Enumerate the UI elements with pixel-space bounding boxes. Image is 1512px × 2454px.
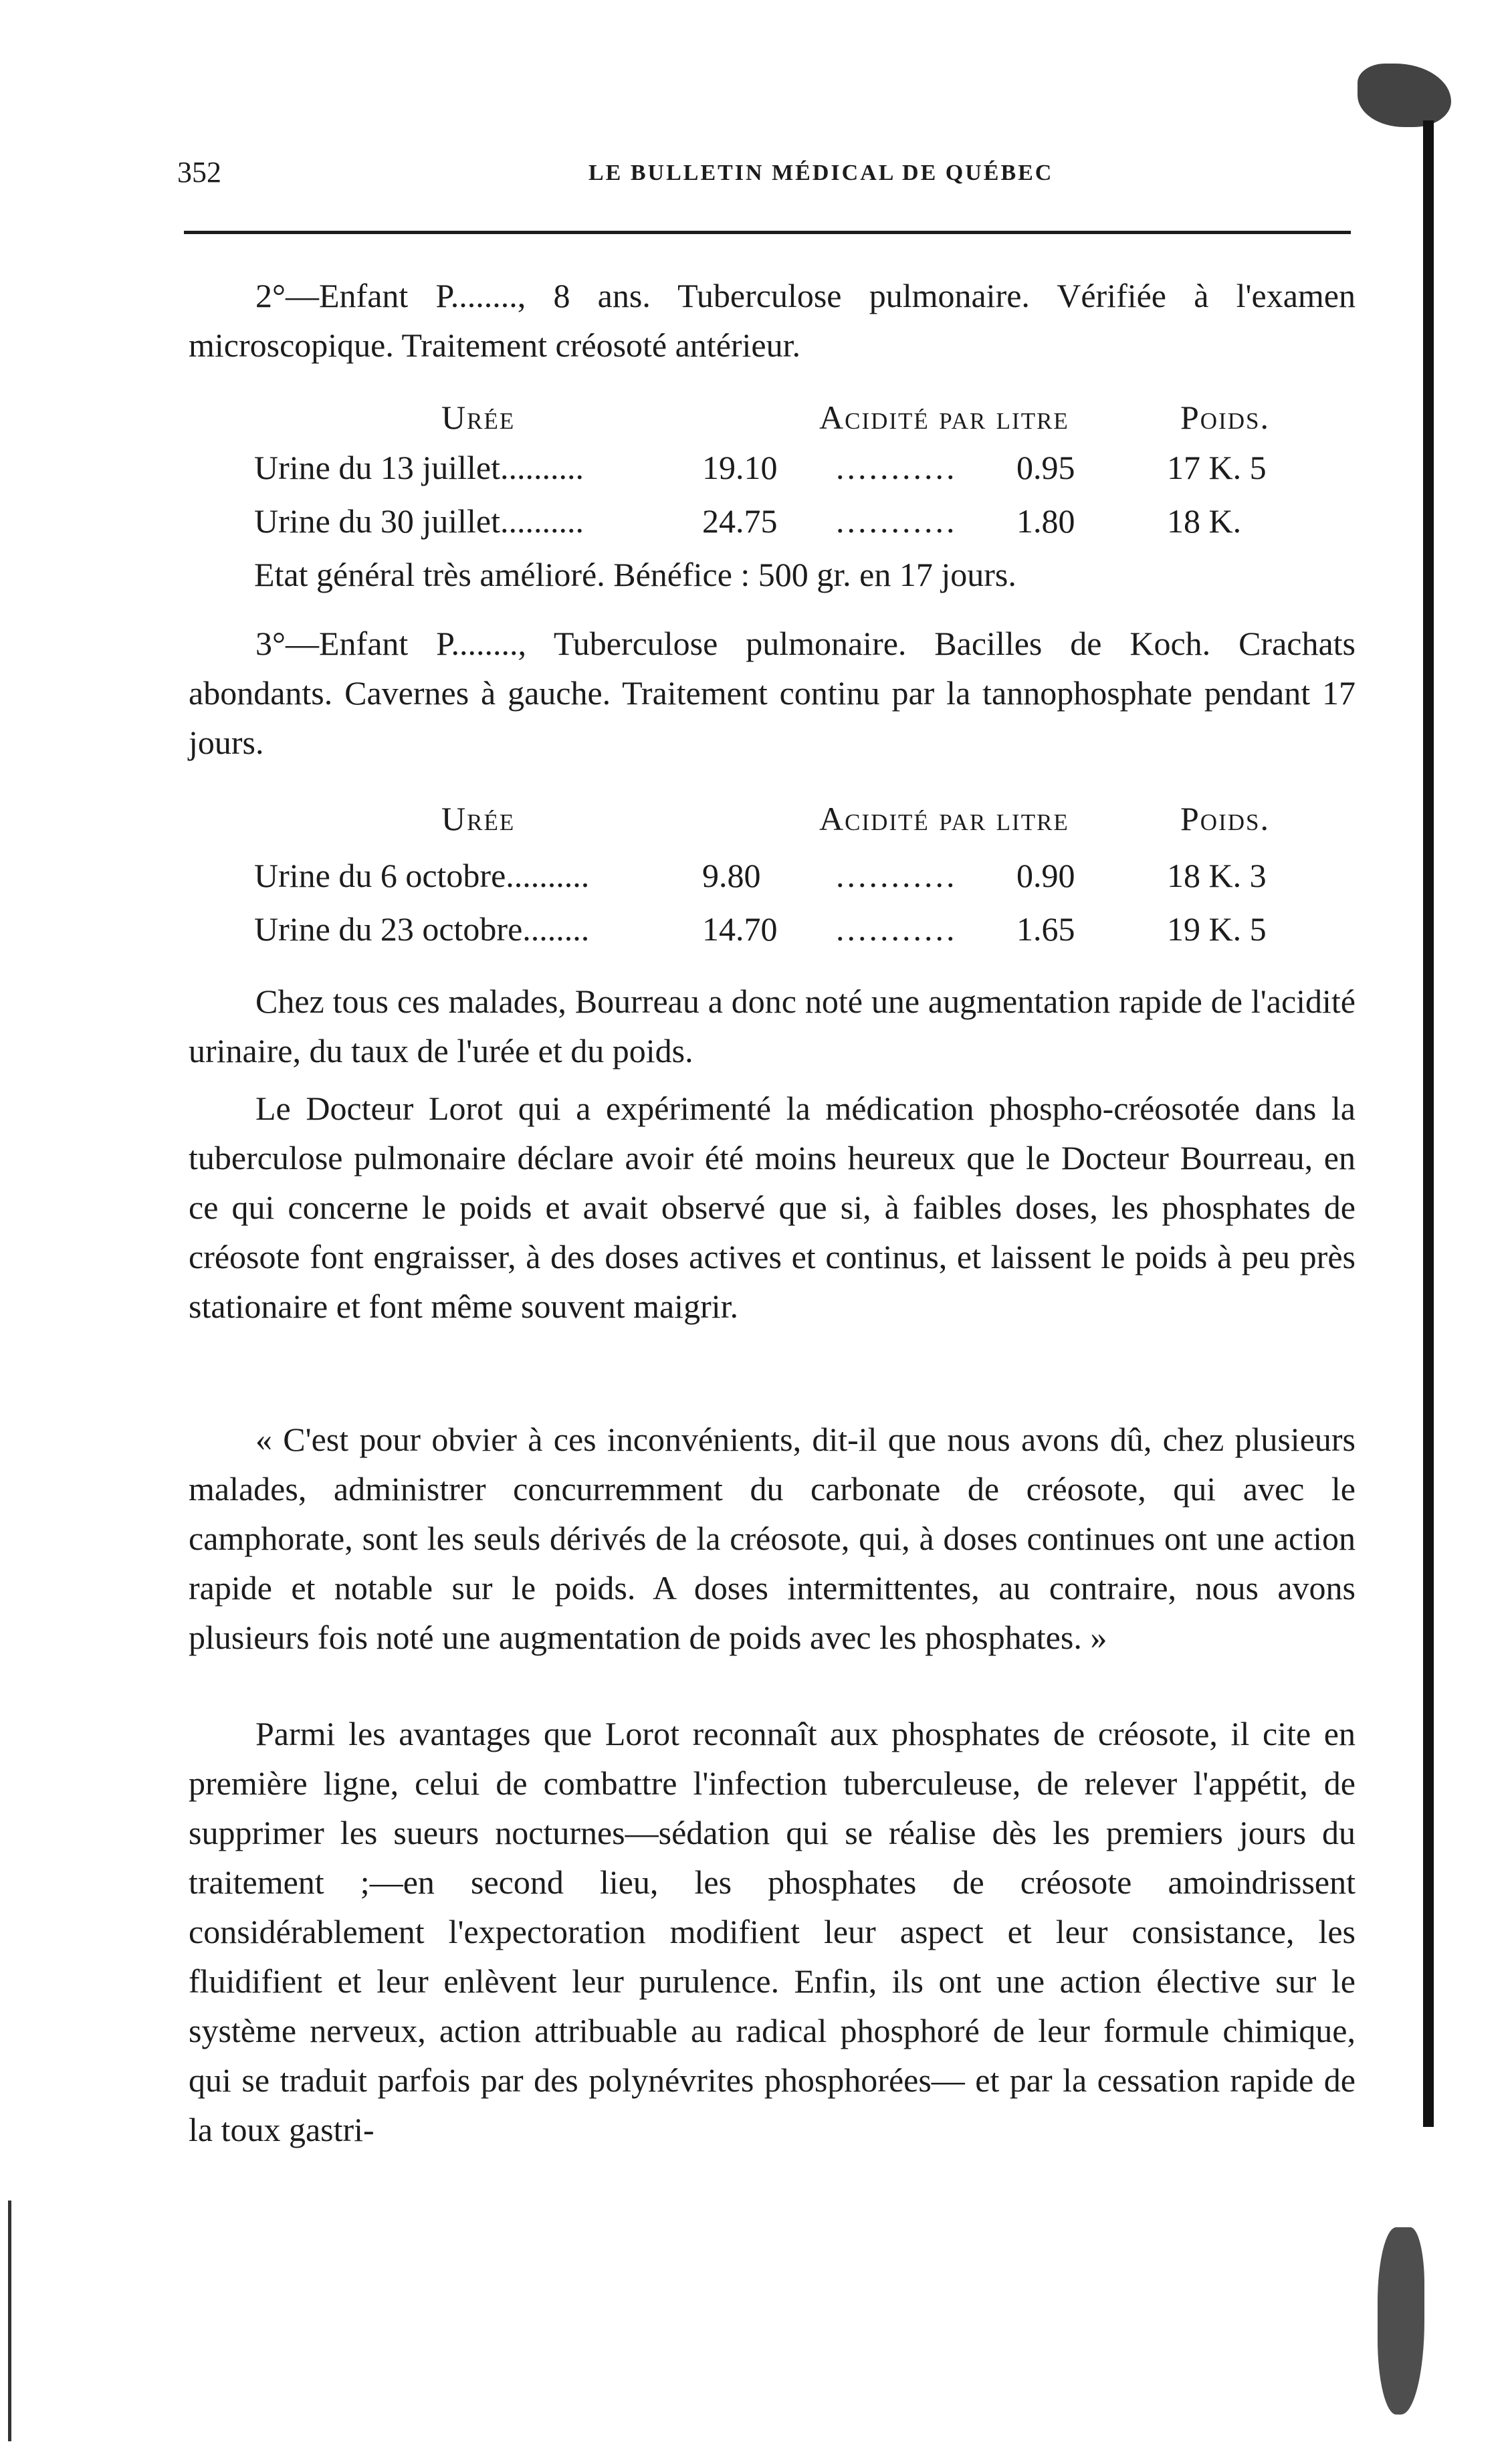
uree-value: 24.75 <box>702 502 778 540</box>
case-3-table-header <box>0 799 1512 846</box>
leader-dots: ........... <box>836 910 958 948</box>
poids-value: 17 K. 5 <box>1167 449 1267 486</box>
poids-header: Poids. <box>1180 399 1270 436</box>
row-label: Urine du 13 juillet.......... <box>254 449 584 486</box>
acidite-value: 1.65 <box>1016 910 1075 948</box>
paragraph-lorot: Le Docteur Lorot qui a expérimenté la médication phospho-créosotée dans la tuberculose pulmonaire déclare avoir été moins heureux que le Docteur Bourreau, en ce qui concerne le poids et avait observé que si, à faibles doses, les phosphates de créosote font engraisser, à des doses actives et continus, et laissent le poids à peu près stationaire et font même souvent maigrir. <box>189 1090 1356 1325</box>
poids-header: Poids. <box>1180 800 1270 837</box>
acidite-value: 0.90 <box>1016 857 1075 894</box>
leader-dots: ........... <box>836 449 958 486</box>
uree-value: 19.10 <box>702 449 778 486</box>
page-number: 352 <box>177 156 221 189</box>
row-label: Urine du 23 octobre........ <box>254 910 590 948</box>
case-2-intro: 2°—Enfant P........, 8 ans. Tuberculose pulmonaire. Vérifiée à l'examen microscopique. Traitement créosoté antérieur. <box>189 277 1356 364</box>
table-row <box>0 448 1512 495</box>
scan-left-mark <box>8 2201 11 2441</box>
case-2-note: Etat général très amélioré. Bénéfice : 500 gr. en 17 jours. <box>254 556 1016 593</box>
case-2-table-header <box>0 398 1512 445</box>
acidite-header: Acidité par litre <box>819 800 1069 837</box>
paragraph-avantages: Parmi les avantages que Lorot reconnaît aux phosphates de créosote, il cite en première ligne, celui de combattre l'infection tuberculeuse, de relever l'appétit, de supprimer les sueurs nocturnes—sédation qui se réalise dès les premiers jours du traitement ;—en second lieu, les phosphates de créosote amoindrissent considérablement l'expectoration modifient leur aspect et leur consistance, les fluidifient et leur enlèvent leur purulence. Enfin, ils ont une action élective sur le système nerveux, action attribuable au radical phosphoré de leur formule chimique, qui se traduit parfois par des polynévrites phosphorées— et par la cessation rapide de la toux gastri- <box>189 1715 1356 2148</box>
acidite-value: 1.80 <box>1016 502 1075 540</box>
case-3-intro: 3°—Enfant P........, Tuberculose pulmonaire. Bacilles de Koch. Crachats abondants. Cavernes à gauche. Traitement continu par la tannophosphate pendant 17 jours. <box>189 625 1356 761</box>
uree-header: Urée <box>441 800 516 837</box>
paragraph-quote: « C'est pour obvier à ces inconvénients, dit-il que nous avons dû, chez plusieurs malades, administrer concurremment du carbonate de créosote, qui avec le camphorate, sont les seuls dérivés de la créosote, qui, à doses continues ont une action rapide et notable sur le poids. A doses intermittentes, au contraire, nous avons plusieurs fois noté une augmentation de poids avec les phosphates. » <box>189 1421 1356 1656</box>
poids-value: 18 K. 3 <box>1167 857 1267 894</box>
uree-header: Urée <box>441 399 516 436</box>
row-label: Urine du 6 octobre.......... <box>254 857 590 894</box>
scan-edge-blot <box>1358 64 1451 127</box>
uree-value: 9.80 <box>702 857 761 894</box>
leader-dots: ........... <box>836 857 958 894</box>
poids-value: 18 K. <box>1167 502 1242 540</box>
row-label: Urine du 30 juillet.......... <box>254 502 584 540</box>
acidite-header: Acidité par litre <box>819 399 1069 436</box>
paragraph-summary: Chez tous ces malades, Bourreau a donc noté une augmentation rapide de l'acidité urinaire, du taux de l'urée et du poids. <box>189 983 1356 1069</box>
acidite-value: 0.95 <box>1016 449 1075 486</box>
uree-value: 14.70 <box>702 910 778 948</box>
running-title: LE BULLETIN MÉDICAL DE QUÉBEC <box>588 161 1054 185</box>
leader-dots: ........... <box>836 502 958 540</box>
poids-value: 19 K. 5 <box>1167 910 1267 948</box>
table-row <box>0 856 1512 903</box>
header-rule <box>184 231 1351 234</box>
scan-edge-blot-bottom <box>1378 2227 1424 2415</box>
table-row <box>0 502 1512 548</box>
table-row <box>0 910 1512 956</box>
